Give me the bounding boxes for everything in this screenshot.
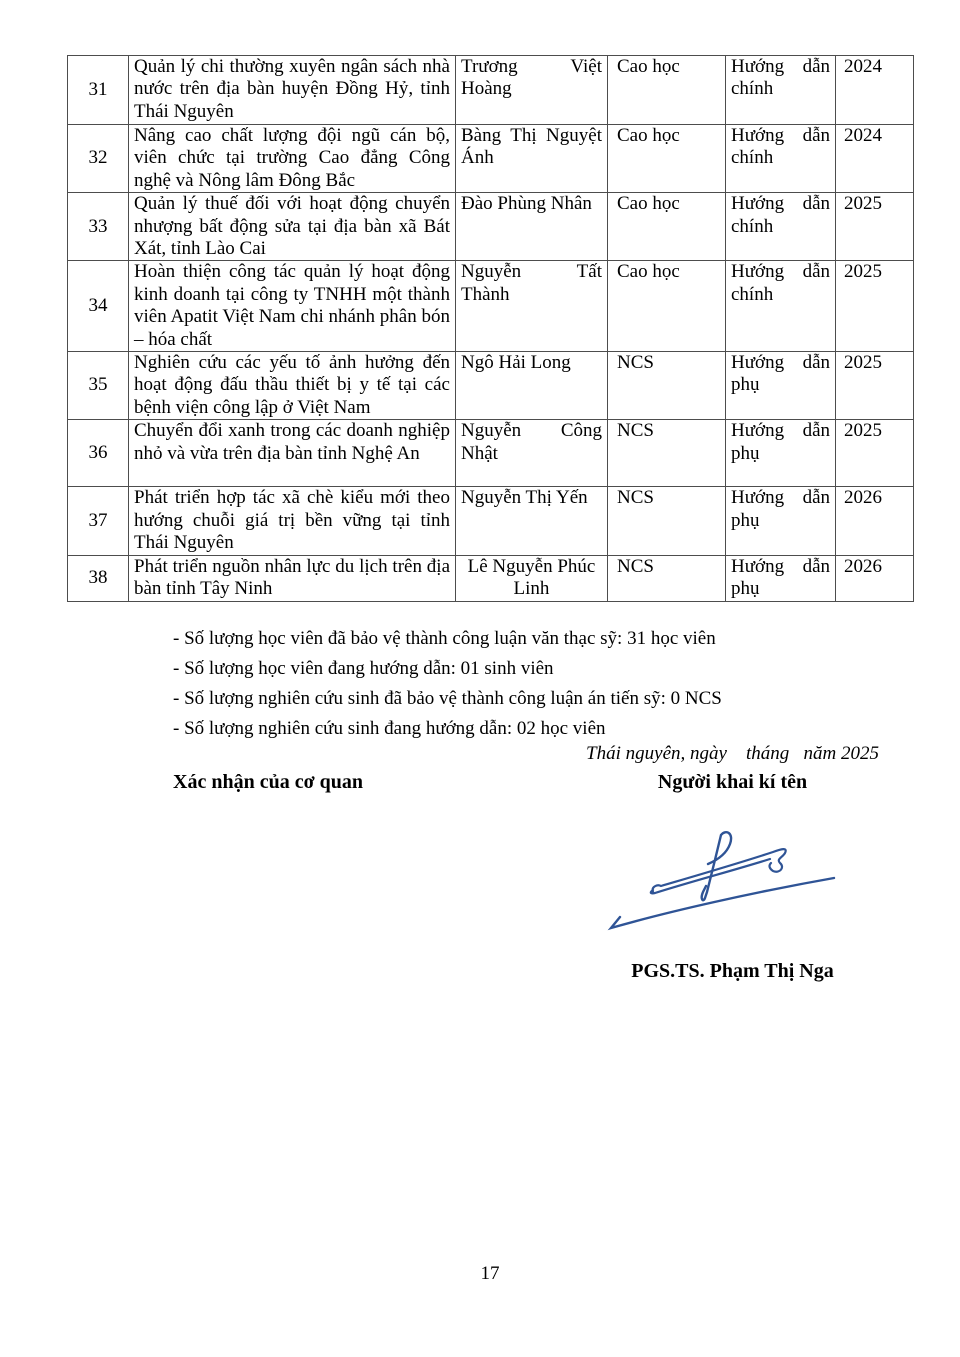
handwritten-signature — [605, 826, 845, 936]
declarant-caption: Người khai kí tên — [657, 771, 808, 793]
table-row — [68, 193, 914, 261]
table-row — [68, 487, 914, 555]
summary-line: - Số lượng nghiên cứu sinh đã bảo vệ thành công luận án tiến sỹ: 0 NCS — [173, 688, 722, 709]
supervision-role-cell: Hướng dẫn phụ — [726, 555, 836, 601]
supervision-role-cell: Hướng dẫn chính — [726, 56, 836, 125]
supervision-role-cell: Hướng dẫn chính — [726, 125, 836, 193]
student-name-cell: Lê Nguyễn Phúc Linh — [456, 555, 608, 601]
supervision-role-cell: Hướng dẫn phụ — [726, 487, 836, 555]
student-name-cell: Bàng Thị Nguyệt Ánh — [456, 125, 608, 193]
thesis-title-cell: Hoàn thiện công tác quản lý hoạt động kinh doanh tại công ty TNHH một thành viên Apatit Việt Nam chi nhánh phân bón – hóa chất — [129, 261, 456, 352]
student-name-cell: Nguyễn Tất Thành — [456, 261, 608, 352]
row-number-cell: 36 — [68, 420, 129, 487]
year-cell: 2025 — [836, 420, 914, 487]
date-line: Thái nguyên, ngày tháng năm 2025 — [586, 743, 879, 764]
level-cell: NCS — [608, 487, 726, 555]
summary-line: - Số lượng học viên đang hướng dẫn: 01 sinh viên — [173, 658, 554, 679]
agency-confirmation-caption: Xác nhận của cơ quan — [173, 771, 364, 793]
thesis-title-cell: Quản lý thuế đối với hoạt động chuyển nhượng bất động sửa tại địa bàn xã Bát Xát, tỉnh Lào Cai — [129, 193, 456, 261]
table-row — [68, 261, 914, 352]
table-row — [68, 352, 914, 420]
student-name-cell: Ngô Hải Long — [456, 352, 608, 420]
year-cell: 2024 — [836, 125, 914, 193]
thesis-title-cell: Nâng cao chất lượng đội ngũ cán bộ, viên chức tại trường Cao đẳng Công nghệ và Nông lâm Đông Bắc — [129, 125, 456, 193]
supervision-records-table — [67, 55, 914, 602]
level-cell: Cao học — [608, 125, 726, 193]
supervision-role-cell: Hướng dẫn phụ — [726, 420, 836, 487]
level-cell: NCS — [608, 555, 726, 601]
row-number-cell: 34 — [68, 261, 129, 352]
supervision-role-cell: Hướng dẫn chính — [726, 261, 836, 352]
row-number-cell: 31 — [68, 56, 129, 125]
student-name-cell: Trương Việt Hoàng — [456, 56, 608, 125]
supervision-role-cell: Hướng dẫn chính — [726, 193, 836, 261]
row-number-cell: 35 — [68, 352, 129, 420]
student-name-cell: Nguyễn Thị Yến — [456, 487, 608, 555]
row-number-cell: 33 — [68, 193, 129, 261]
signer-name: PGS.TS. Phạm Thị Nga — [631, 960, 834, 982]
row-number-cell: 32 — [68, 125, 129, 193]
year-cell: 2025 — [836, 193, 914, 261]
summary-line: - Số lượng học viên đã bảo vệ thành công luận văn thạc sỹ: 31 học viên — [173, 628, 716, 649]
row-number-cell: 37 — [68, 487, 129, 555]
year-cell: 2025 — [836, 261, 914, 352]
table-row — [68, 420, 914, 487]
thesis-title-cell: Phát triển nguồn nhân lực du lịch trên địa bàn tỉnh Tây Ninh — [129, 555, 456, 601]
year-cell: 2025 — [836, 352, 914, 420]
table-row — [68, 125, 914, 193]
summary-list — [173, 624, 853, 744]
thesis-title-cell: Quản lý chi thường xuyên ngân sách nhà nước trên địa bàn huyện Đồng Hỷ, tỉnh Thái Nguyên — [129, 56, 456, 125]
level-cell: Cao học — [608, 56, 726, 125]
student-name-cell: Đào Phùng Nhân — [456, 193, 608, 261]
level-cell: Cao học — [608, 193, 726, 261]
year-cell: 2026 — [836, 487, 914, 555]
year-cell: 2026 — [836, 555, 914, 601]
thesis-title-cell: Chuyển đổi xanh trong các doanh nghiệp nhỏ và vừa trên địa bàn tỉnh Nghệ An — [129, 420, 456, 487]
supervision-role-cell: Hướng dẫn phụ — [726, 352, 836, 420]
thesis-title-cell: Phát triển hợp tác xã chè kiểu mới theo hướng chuỗi giá trị bền vững tại tỉnh Thái Nguyên — [129, 487, 456, 555]
row-number-cell: 38 — [68, 555, 129, 601]
year-cell: 2024 — [836, 56, 914, 125]
summary-line: - Số lượng nghiên cứu sinh đang hướng dẫn: 02 học viên — [173, 718, 606, 739]
table-row — [68, 56, 914, 125]
level-cell: Cao học — [608, 261, 726, 352]
level-cell: NCS — [608, 352, 726, 420]
level-cell: NCS — [608, 420, 726, 487]
thesis-title-cell: Nghiên cứu các yếu tố ảnh hưởng đến hoạt động đấu thầu thiết bị y tế tại các bệnh viện công lập ở Việt Nam — [129, 352, 456, 420]
table-row — [68, 555, 914, 601]
student-name-cell: Nguyễn Công Nhật — [456, 420, 608, 487]
page-number: 17 — [480, 1263, 500, 1284]
